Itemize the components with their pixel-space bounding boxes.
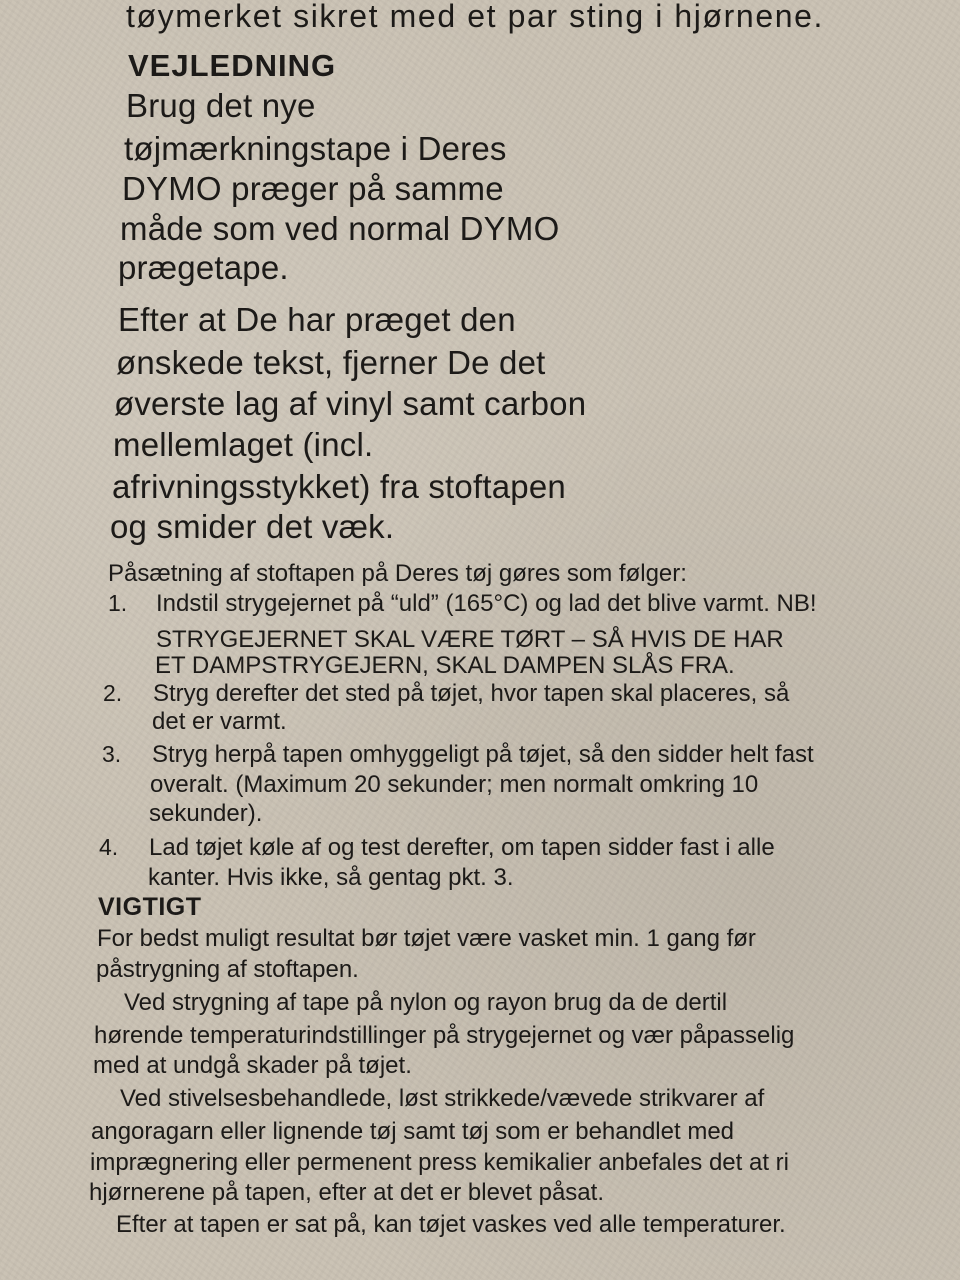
step-text-line: sekunder). — [149, 800, 263, 827]
text-line: tøjmærkningstape i Deres — [124, 130, 507, 167]
text-line: øverste lag af vinyl samt carbon — [114, 385, 587, 422]
text-line: påstrygning af stoftapen. — [96, 956, 359, 983]
text-line: ønskede tekst, fjerner De det — [116, 344, 546, 381]
text-line: For bedst muligt resultat bør tøjet være vasket min. 1 gang før — [97, 925, 756, 952]
text-line: hørende temperaturindstillinger på strygejernet og vær påpasselig — [94, 1022, 795, 1049]
text-line: Ved stivelsesbehandlede, løst strikkede/vævede strikvarer af — [120, 1085, 765, 1112]
step-text-line: Lad tøjet køle af og test derefter, om tapen sidder fast i alle — [149, 834, 775, 861]
text-line: hjørnerene på tapen, efter at det er blevet påsat. — [89, 1179, 604, 1206]
text-line: afrivningsstykket) fra stoftapen — [112, 468, 566, 505]
text-line: imprægnering eller permenent press kemikalier anbefales det at ri — [90, 1149, 789, 1176]
step-text-line: STRYGEJERNET SKAL VÆRE TØRT – SÅ HVIS DE HAR — [156, 626, 784, 653]
step-text-line: Indstil strygejernet på “uld” (165°C) og lad det blive varmt. NB! — [156, 590, 817, 617]
application-intro: Påsætning af stoftapen på Deres tøj gøres som følger: — [108, 560, 687, 587]
step-text-line: overalt. (Maximum 20 sekunder; men normalt omkring 10 — [150, 771, 759, 798]
text-line: prægetape. — [118, 249, 289, 286]
text-line: Ved strygning af tape på nylon og rayon brug da de dertil — [124, 989, 728, 1016]
text-line: angoragarn eller lignende tøj samt tøj som er behandlet med — [91, 1118, 735, 1145]
text-line: DYMO præger på samme — [122, 170, 504, 207]
text-line: mellemlaget (incl. — [113, 426, 374, 463]
text-line: med at undgå skader på tøjet. — [93, 1052, 412, 1079]
step-text-line: Stryg derefter det sted på tøjet, hvor tapen skal placeres, så — [153, 680, 790, 707]
step-number: 2. — [103, 680, 123, 706]
top-line: tøymerket sikret med et par sting i hjørnene. — [126, 0, 824, 34]
step-number: 1. — [108, 590, 128, 616]
step-number: 4. — [99, 834, 119, 860]
step-text-line: Stryg herpå tapen omhyggeligt på tøjet, så den sidder helt fast — [152, 741, 814, 768]
step-text-line: ET DAMPSTRYGEJERN, SKAL DAMPEN SLÅS FRA. — [155, 652, 735, 679]
step-number: 3. — [102, 741, 122, 767]
text-line: Brug det nye — [126, 87, 316, 124]
text-line: Efter at De har præget den — [118, 301, 516, 338]
step-text-line: kanter. Hvis ikke, så gentag pkt. 3. — [148, 864, 514, 891]
text-line: Efter at tapen er sat på, kan tøjet vaskes ved alle temperaturer. — [116, 1211, 786, 1238]
vigtigt-heading: VIGTIGT — [98, 893, 202, 921]
vejledning-heading: VEJLEDNING — [128, 48, 337, 83]
text-line: måde som ved normal DYMO — [120, 210, 560, 247]
text-line: og smider det væk. — [110, 508, 395, 545]
step-text-line: det er varmt. — [152, 708, 287, 735]
